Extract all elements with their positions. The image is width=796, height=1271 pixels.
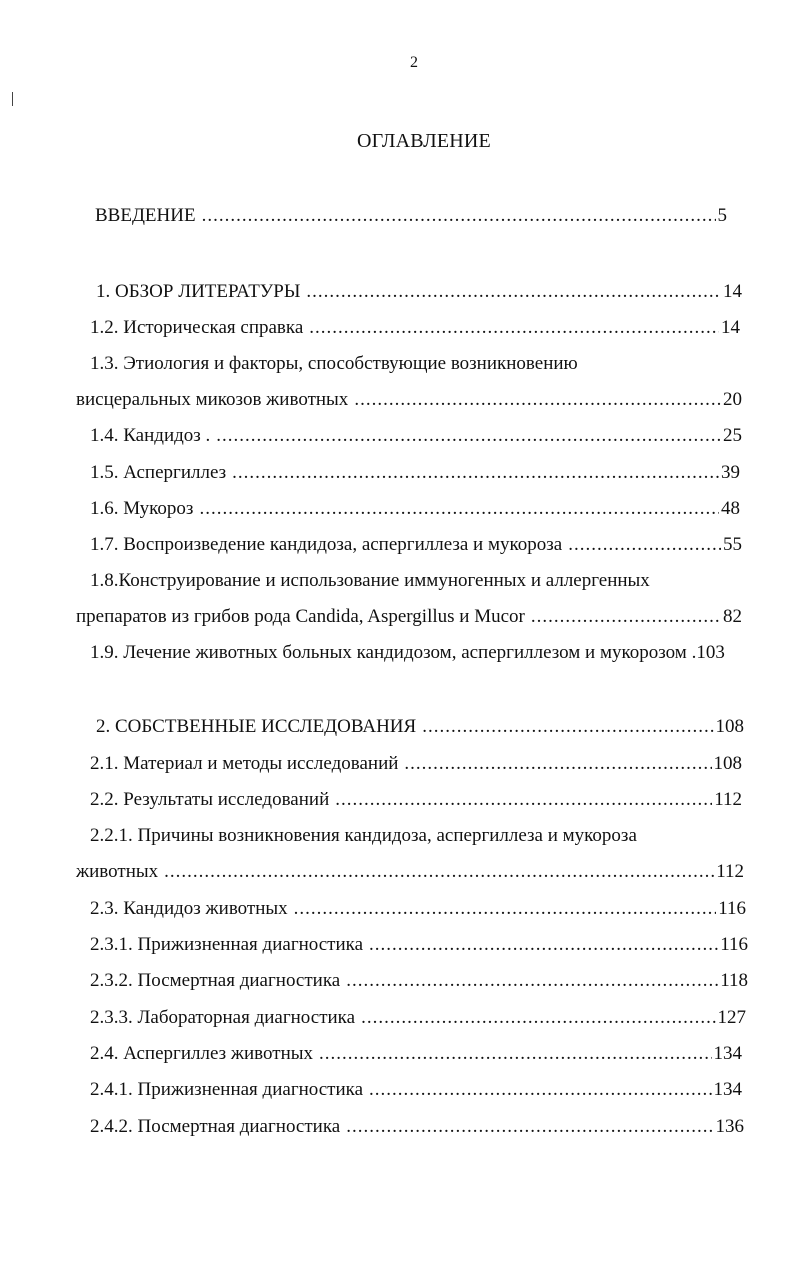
toc-entry-1-9 xyxy=(90,641,725,665)
toc-entry-label: 2.2. Результаты исследований xyxy=(90,789,330,810)
dot-leader xyxy=(354,388,721,412)
toc-entry-2-1 xyxy=(90,752,742,776)
toc-entry-label: 2.3. Кандидоз животных xyxy=(90,898,288,919)
toc-entry-2-3-1 xyxy=(90,933,748,957)
toc-entry-label: 2.3.3. Лабораторная диагностика xyxy=(90,1007,356,1028)
dot-leader xyxy=(309,316,719,340)
toc-entry-1-3 xyxy=(76,388,742,412)
toc-entry-page: 55 xyxy=(723,534,742,555)
toc-entry-2-4-1 xyxy=(90,1078,742,1102)
toc-entry-1-6 xyxy=(90,497,740,521)
toc-entry-page: 136 xyxy=(715,1116,744,1137)
toc-entry-2-4-2 xyxy=(90,1115,744,1139)
toc-entry-section-2 xyxy=(96,715,744,739)
dot-leader xyxy=(216,424,721,448)
toc-entry-label: 1.9. Лечение животных больных кандидозом, аспергиллезом и мукорозом . xyxy=(90,642,697,663)
toc-entry-label: 1.5. Аспергиллез xyxy=(90,462,227,483)
toc-entry-label: 2.4.2. Посмертная диагностика xyxy=(90,1116,341,1137)
toc-entry-page: 20 xyxy=(723,389,742,410)
toc-entry-page: 48 xyxy=(721,498,740,519)
dot-leader xyxy=(369,933,718,957)
toc-entry-2-2 xyxy=(90,788,742,812)
toc-entry-2-2-1-first-line: 2.2.1. Причины возникновения кандидоза, аспергиллеза и мукороза xyxy=(90,825,637,846)
dot-leader xyxy=(306,280,721,304)
dot-leader xyxy=(422,715,713,739)
toc-entry-label: 2.3.1. Прижизненная диагностика xyxy=(90,934,364,955)
toc-entry-label: 1. ОБЗОР ЛИТЕРАТУРЫ xyxy=(96,281,301,302)
toc-entry-1-8 xyxy=(76,605,742,629)
toc-entry-introduction xyxy=(95,204,727,228)
toc-entry-2-3-2 xyxy=(90,969,748,993)
dot-leader xyxy=(369,1078,711,1102)
toc-entry-page: 134 xyxy=(713,1043,742,1064)
toc-entry-1-3-first-line: 1.3. Этиология и факторы, способствующие возникновению xyxy=(90,353,578,374)
dot-leader xyxy=(202,204,716,228)
toc-entry-2-4 xyxy=(90,1042,742,1066)
toc-entry-page: 14 xyxy=(723,281,742,302)
toc-entry-page: 82 xyxy=(723,606,742,627)
dot-leader xyxy=(319,1042,712,1066)
toc-entry-label: животных xyxy=(76,861,159,882)
toc-entry-page: 103 xyxy=(696,642,725,663)
toc-entry-page: 5 xyxy=(717,205,727,226)
toc-entry-2-2-1 xyxy=(76,860,744,884)
toc-entry-page: 127 xyxy=(717,1007,746,1028)
toc-entry-page: 108 xyxy=(715,716,744,737)
toc-entry-page: 112 xyxy=(716,861,744,882)
toc-entry-page: 116 xyxy=(718,898,746,919)
toc-entry-page: 118 xyxy=(720,970,748,991)
toc-entry-page: 112 xyxy=(714,789,742,810)
toc-entry-label: препаратов из грибов рода Candida, Aspergillus и Mucor xyxy=(76,606,525,627)
dot-leader xyxy=(568,533,721,557)
dot-leader xyxy=(361,1006,715,1030)
dot-leader xyxy=(404,752,711,776)
dot-leader xyxy=(232,461,719,485)
dot-leader xyxy=(294,897,717,921)
toc-entry-label: 2.4.1. Прижизненная диагностика xyxy=(90,1079,364,1100)
page-title: ОГЛАВЛЕНИЕ xyxy=(357,130,491,152)
dot-leader xyxy=(199,497,719,521)
dot-leader xyxy=(346,1115,713,1139)
toc-entry-1-5 xyxy=(90,461,740,485)
toc-entry-label: 1.2. Историческая справка xyxy=(90,317,304,338)
page-number: 2 xyxy=(410,54,418,71)
toc-entry-label: 1.6. Мукороз xyxy=(90,498,194,519)
toc-entry-section-1 xyxy=(96,280,742,304)
toc-entry-label: 2.4. Аспергиллез животных xyxy=(90,1043,313,1064)
toc-entry-page: 116 xyxy=(720,934,748,955)
toc-entry-label: 2.1. Материал и методы исследований xyxy=(90,753,399,774)
toc-entry-label: висцеральных микозов животных xyxy=(76,389,349,410)
toc-entry-label: ВВЕДЕНИЕ xyxy=(95,205,196,226)
dot-leader xyxy=(164,860,714,884)
toc-entry-1-7 xyxy=(90,533,742,557)
toc-entry-1-4 xyxy=(90,424,742,448)
toc-entry-page: 134 xyxy=(713,1079,742,1100)
dot-leader xyxy=(531,605,721,629)
toc-entry-label: 1.7. Воспроизведение кандидоза, аспергиллеза и мукороза xyxy=(90,534,563,555)
toc-entry-page: 39 xyxy=(721,462,740,483)
toc-entry-page: 108 xyxy=(713,753,742,774)
toc-entry-label: 2.3.2. Посмертная диагностика xyxy=(90,970,341,991)
toc-entry-label: 1.4. Кандидоз . xyxy=(90,425,211,446)
toc-entry-label: 2. СОБСТВЕННЫЕ ИССЛЕДОВАНИЯ xyxy=(96,716,417,737)
toc-entry-page: 25 xyxy=(723,425,742,446)
dot-leader xyxy=(346,969,718,993)
toc-entry-1-2 xyxy=(90,316,740,340)
toc-entry-page: 14 xyxy=(721,317,740,338)
toc-entry-1-8-first-line: 1.8.Конструирование и использование иммуногенных и аллергенных xyxy=(90,570,650,591)
dot-leader xyxy=(335,788,712,812)
toc-entry-2-3-3 xyxy=(90,1006,746,1030)
toc-entry-2-3 xyxy=(90,897,746,921)
